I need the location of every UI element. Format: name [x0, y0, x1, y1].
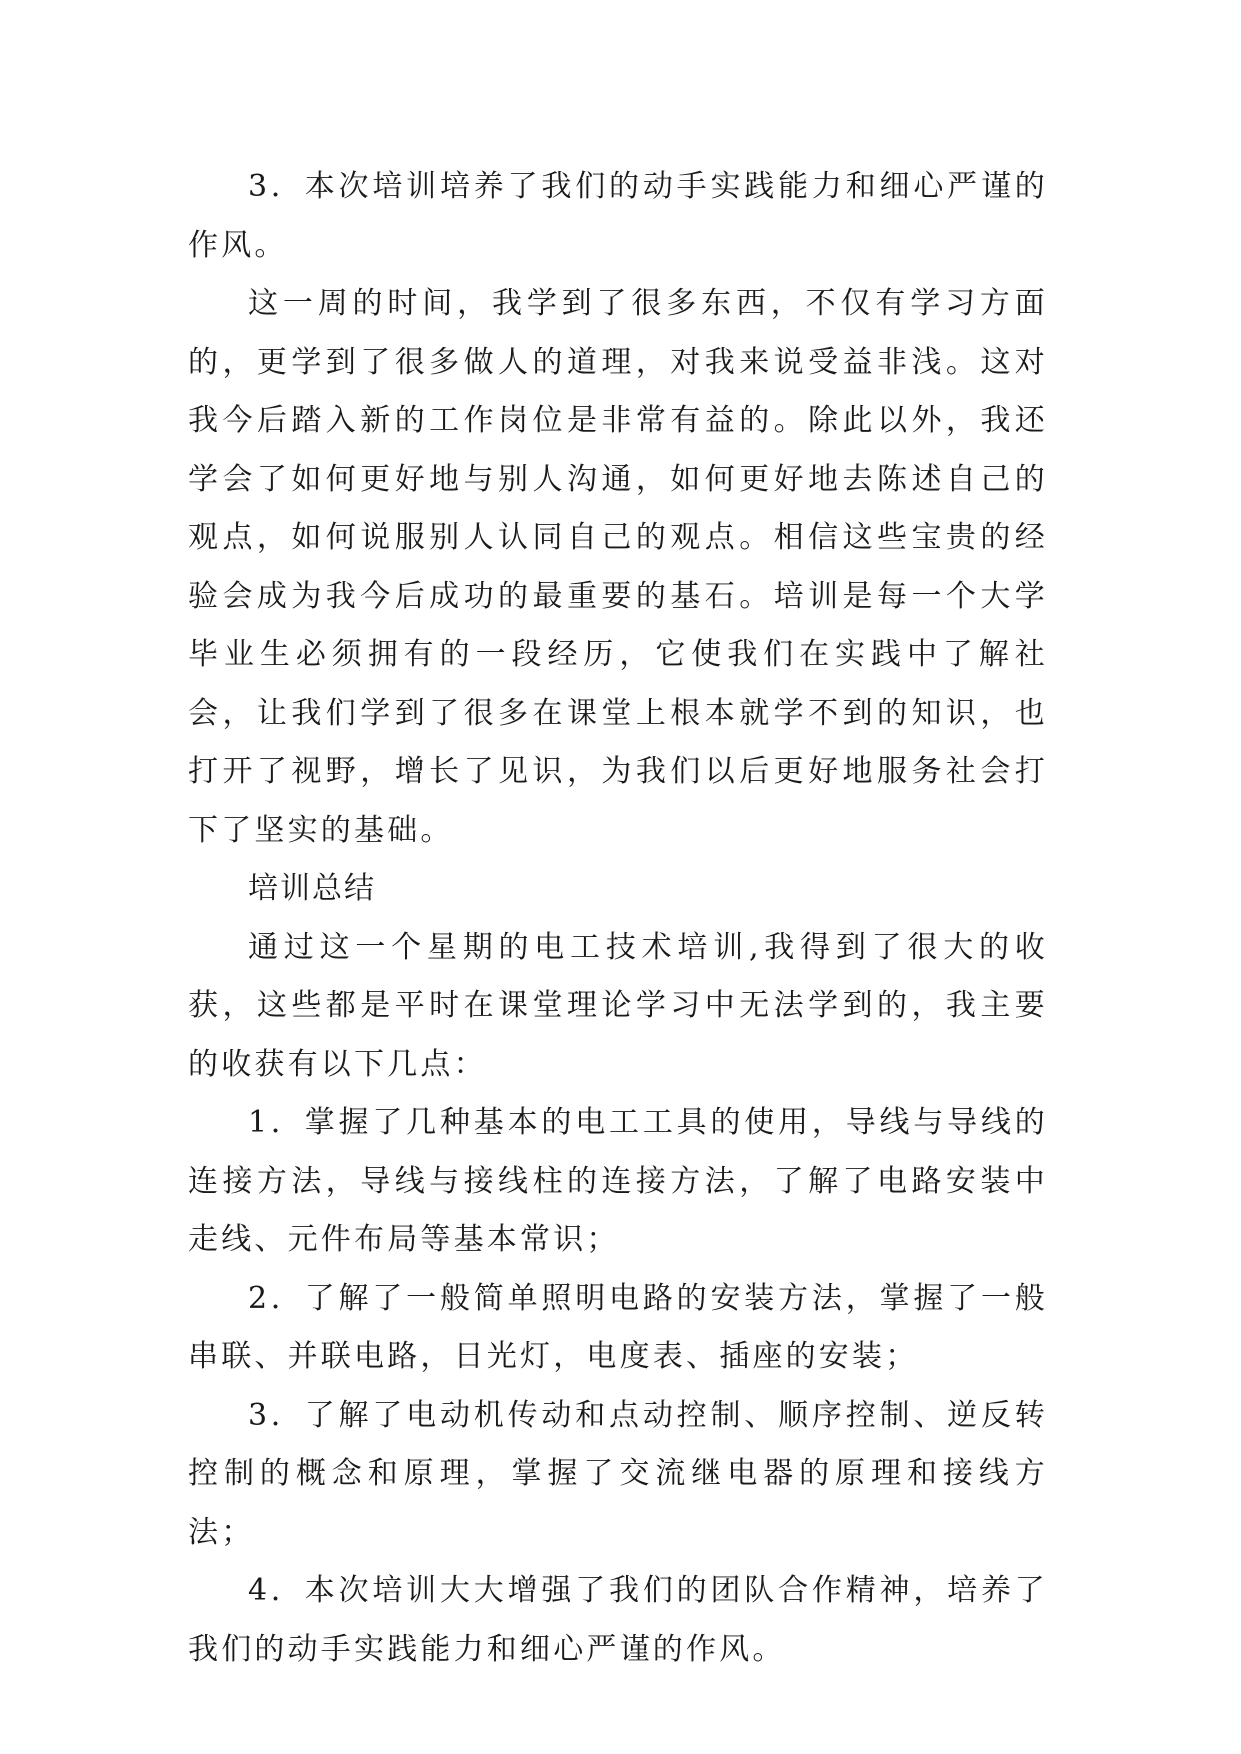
paragraph-gain-2: 2．了解了一般简单照明电路的安装方法，掌握了一般串联、并联电路，日光灯，电度表、插座的安装；	[188, 1280, 1048, 1374]
document-body	[188, 158, 1048, 1679]
paragraph-gain-3: 3．了解了电动机传动和点动控制、顺序控制、逆反转控制的概念和原理，掌握了交流继电器的原理和接线方法；	[188, 1397, 1048, 1550]
paragraph-gain-4: 4．本次培训大大增强了我们的团队合作精神，培养了我们的动手实践能力和细心严谨的作风。	[188, 1573, 1048, 1667]
paragraph-summary-intro: 通过这一个星期的电工技术培训,我得到了很大的收获，这些都是平时在课堂理论学习中无法学到的，我主要的收获有以下几点：	[188, 929, 1048, 1082]
paragraph-point-3-conclusion: 3．本次培训培养了我们的动手实践能力和细心严谨的作风。	[188, 169, 1048, 263]
paragraph-gain-1: 1．掌握了几种基本的电工工具的使用，导线与导线的连接方法，导线与接线柱的连接方法，了解了电路安装中走线、元件布局等基本常识；	[188, 1105, 1048, 1257]
section-heading-training-summary: 培训总结	[248, 871, 376, 906]
paragraph-week-reflection: 这一周的时间，我学到了很多东西，不仅有学习方面的，更学到了很多做人的道理，对我来说受益非浅。这对我今后踏入新的工作岗位是非常有益的。除此以外，我还学会了如何更好地与别人沟通，如何更好地去陈述自己的观点，如何说服别人认同自己的观点。相信这些宝贵的经验会成为我今后成功的最重要的基石。培训是每一个大学毕业生必须拥有的一段经历，它使我们在实践中了解社会，让我们学到了很多在课堂上根本就学不到的知识，也打开了视野，增长了见识，为我们以后更好地服务社会打下了坚实的基础。	[188, 286, 1048, 848]
